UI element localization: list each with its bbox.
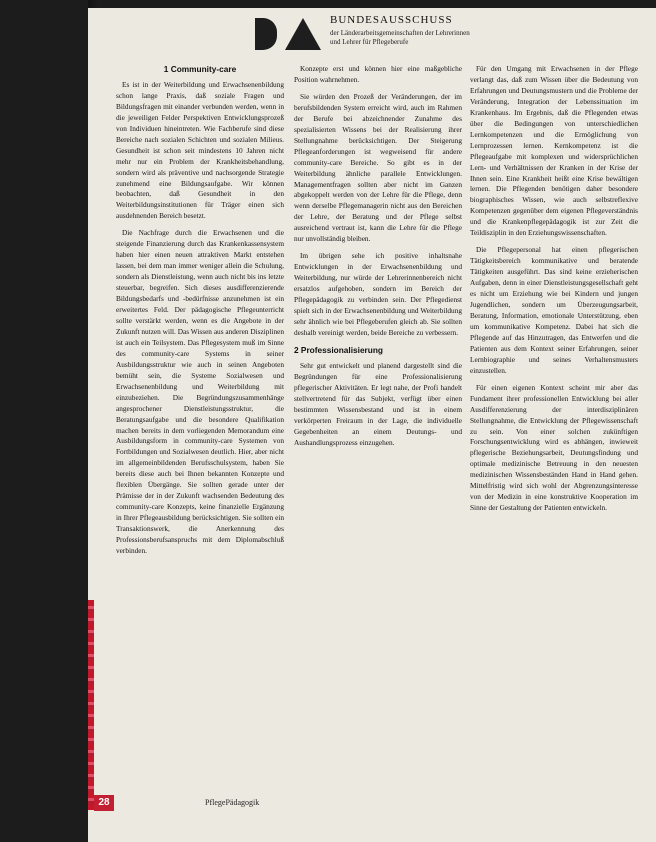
section-heading-community-care: 1 Community-care (163, 64, 237, 74)
paragraph: Konzepte erst und können hier eine maßgebliche Position wahrnehmen. (294, 64, 462, 84)
journal-footer: PflegePädagogik (205, 798, 260, 807)
paragraph: Für einen eigenen Kontext scheint mir aber das Fundament ihrer professionellen Entwicklung bei aller Ausdifferenzierung der interdisziplinären Stellungnahme, die Entwicklung der Pflegewissenschaft zu sein. Von einer solchen zukünftigen Forschungsentwicklung wird es abhängen, inwieweit pflegerische Beziehungsarbeit, Deutungsfindung und optimale medizinische Betreuung in den neuesten medizinischen Wissensbeständen Hand in Hand gehen. Mittelfristig wird sich wohl der Abgrenzungsinteresse von der Medizin in eine konstruktive Kooperation im Sinne der Gestaltung der Patienten entwickeln. (470, 382, 638, 513)
logo-letter-a (285, 18, 321, 50)
paragraph: Für den Umgang mit Erwachsenen in der Pflege verlangt das, daß zum Wissen über die Bedeutung von Erfahrungen und Deutungsmustern und die Probleme der Veränderung, Integration der Lebenssituation im Krankenhaus. Im Ergebnis, daß die Pflegenden etwas über die Bedingungen von unterschiedlichen Lernkompetenzen und die Ermöglichung von Lernprozessen lernen. Kernkompetenz ist die Pflegeaufgabe mit komplexen und widersprüchlichen Lern- und Verhältnissen der Kranken in der Krise der Ihnen sein. Eine Krankheit heißt eine Krise bewältigen lernen. Die Pflegenden benötigen daher besondere biographisches Wissen, wie auch selbstreflexive Kompetenzen gegenüber dem eigenen Pflegeverständnis und die Krankenpflegepädagogik ist zur Zeit die Teildisziplin in den Erziehungswissenschaften. (470, 64, 638, 238)
paragraph: Es ist in der Weiterbildung und Erwachsenenbildung schon lange Praxis, daß soziale Fragen und Bildungsfragen mit einander verbunden werden, wenn in die jeweiligen Felder Perspektiven Entwicklungsprozeß von Individuen hineintreten. Wie Fachberufe sind diese Bereiche nach sozialen Schichten und sozialen Milieus. Gesundheit ist schon seit mindestens 10 Jahren nicht mehr nur ein Problem der Krankheitsbehandlung, sondern wird als präventive und nachsorgende Strategie zunehmend eine Bildungsaufgabe. Wir können beobachten, daß Gesundheit in den Weiterbildungsinstitutionen für Träger einen sich ausdehnenden Bereich besetzt. (116, 79, 284, 221)
org-title: BUNDESAUSSCHUSS (330, 14, 453, 26)
paragraph: Sie würden den Prozeß der Veränderungen, der im berufsbildenden System erreicht wird, auch im Rahmen der Berufe bei abzeichnender Zunahme des spezialisierten Wissens bei der Realisierung ihrer Stellungnahme berücksichtigen. Der Steigerung Pflegeanforderungen ist wegweisend für andere community-care Bereiche. So gibt es in der Weiterbildung ähnliche parallele Entwicklungen. Managementfragen sollten aber nicht im Ganzen abgekoppelt werden von der Lehre für die Pflege, denn wenn derselbe Pflegemanagerin nicht aus den Bereichen der Lehre, der Beratung und der Pflege selbst ausreichend vertraut ist, kann die Lehre für die Pflege nur unvollständig bleiben. (294, 91, 462, 244)
logo-letter-b (255, 18, 277, 50)
column-2 (294, 64, 462, 454)
paragraph: Im übrigen sehe ich positive inhaltsnahe Entwicklungen in der Erwachsenenbildung und Weiterbildung, nur würde der Lehrerinnenbereich nicht ersatzlos aufgehoben, sondern im Bereich der Pflegepädagogik zu verbinden sein. Der Pflegedienst spielt sich in der Erwachsenenbildung und Weiterbildung sehr ähnlich wie bei Pflegeberufen gleich ab. Sie sollten deshalb vereinigt werden, beide Bereiche zu verbessern. (294, 251, 462, 337)
paragraph: Die Pflegepersonal hat einen pflegerischen Tätigkeitsbereich kommunikative und beratende Tätigkeiten ausgeführt. Das sind keine erzieherischen Aufgaben, denn in einer Dienstleistungsgesellschaft geht es nicht um Erziehung wie bei Kindern und jungen Jugendlichen, sondern um Überzeugungsarbeit, Beratung, Information, emotionale Unterstützung, eben um kommunikative Kompetenz. Dabei hat sich die Pflegende auf das Hinzutragen, das Entwerfen und die Patienten aus dem Kontext seiner Erfahrungen, seiner Lernbiographie und seines Verhaltensmusters einzustellen. (470, 245, 638, 375)
paragraph: Die Nachfrage durch die Erwachsenen und die steigende Finanzierung durch das Krankenkassensystem haben hier einen neuen attraktiven Markt entstehen lassen, bei dem man immer weniger allein die Schulung, sondern als Dienstleistung, wenn auch nicht bis ins letzte steuerbar, begreifen. Sich dieses ausdifferenzierende Bildungsbedarfs und -bedürfnisse anzunehmen ist ein erweitertes Feld. Der pädagogische Pflegeunterricht sollte verstärkt werden, wenn es die Angebote in der Zukunft nutzen will. Das Wissen aus anderen Disziplinen ist auch ein Teilsystem. Das Pflegesystem muß im Sinne des community-care Systems in seiner Ausbildungsstruktur wie auch in seinen Angeboten bemüht sein, die Systeme Sozialwesen und Erwachsenenbildung und Weiterbildung mit einzubeziehen. Die Begründungszusammenhänge angesprochener Dienstleistungsstruktur, die Beratungsaufgabe und die besondere Qualifikation machen bereits in dem vorliegenden Memorandum eine Ausbildungsform in community-care Systemen von Fortbildungen und Sozialwesen deutlich. Hier, aber nicht im allgemeinbildenden Berufsschulsystem, haben Sie bereits diese auch bei Ihnen bekannten Konzepte und flexiblen Übergänge. Sie sollten gerade unter der Prämisse der in der Zukunft wachsenden Bedeutung des community-care Konzepts, keine finanzielle Ergänzung in Ihrer Pflegeausbildung berücksichtigen. Sie sollten ein Transaktionswerk, die Anerkennung des Professionsberufsanspruchs mit dem Diplomabschluß verbinden. (116, 228, 284, 555)
org-subtitle: der Länderarbeitsgemeinschaften der Lehrerinnen und Lehrer für Pflegeberufe (330, 29, 470, 46)
red-page-edge (88, 600, 94, 810)
column-1 (116, 64, 284, 563)
page-number: 28 (94, 795, 114, 811)
section-heading-professionalisierung: 2 Professionalisierung (294, 344, 383, 355)
ba-logo (255, 16, 327, 54)
column-3 (470, 64, 638, 520)
paragraph: Sehr gut entwickelt und planend dargestellt sind die Begründungen für eine Professionalisierung pflegerischer Aktivitäten. Er legt nahe, der Profi handelt stellvertretend für das Subjekt, verfügt über einen bestimmten Wissensbestand und ist in einem verkörperten Freiraum in der Lage, die individuelle Gegebenheiten an einem Deutungs- und Aushandlungsprozess einzugehen. (294, 360, 462, 447)
